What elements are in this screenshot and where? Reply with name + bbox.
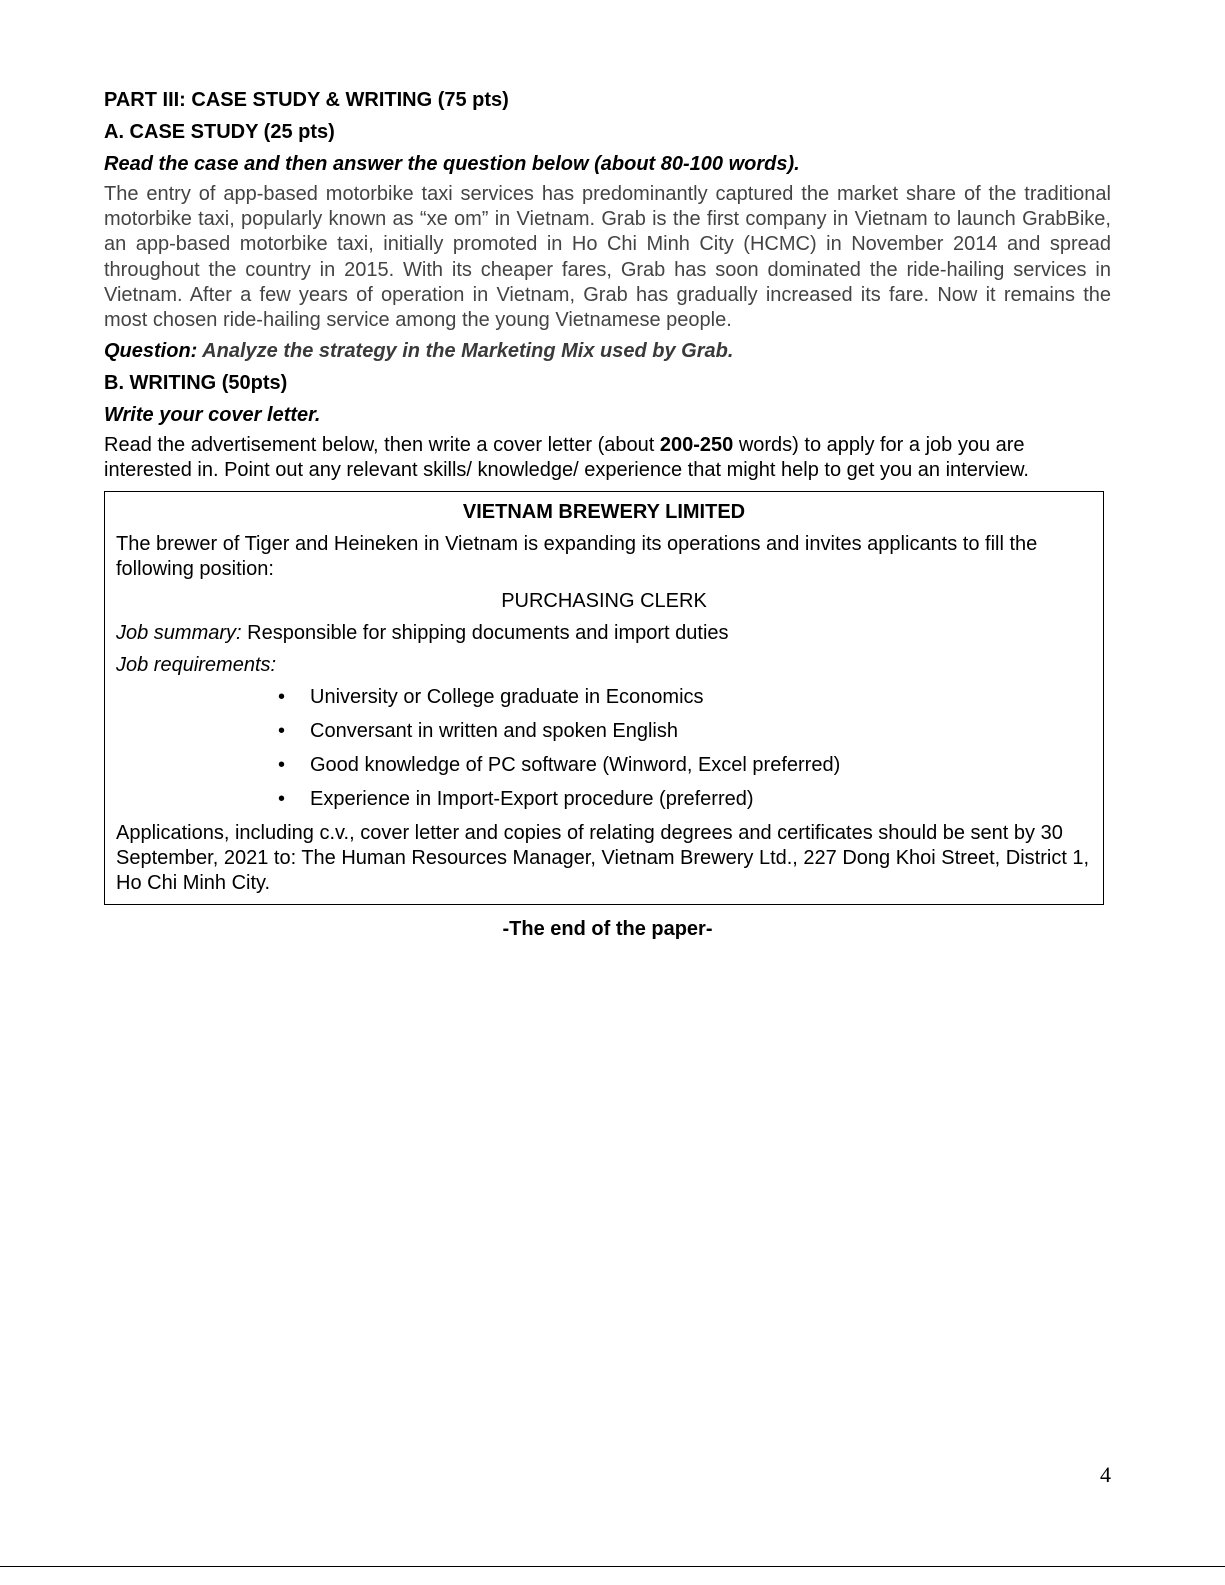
job-advertisement [104,491,1104,905]
list-item [116,685,1092,709]
list-item [116,753,1092,777]
end-of-paper: -The end of the paper- [502,918,713,941]
part-heading: PART III: CASE STUDY & WRITING (75 pts) [104,89,509,111]
requirement-text: Experience in Import-Export procedure (preferred) [310,788,754,811]
requirement-text: University or College graduate in Economics [310,686,704,709]
ad-intro: The brewer of Tiger and Heineken in Vietnam is expanding its operations and invites applicants to fill the following position: [116,533,1038,581]
exam-page [104,88,1111,961]
job-summary-label: Job summary: [116,622,242,645]
ad-job-summary [116,621,1092,646]
ad-requirements-label [116,653,1092,678]
word-count: 200-250 [659,434,734,457]
bullet-icon: • [278,788,286,811]
section-b-instruction: Write your cover letter. [104,404,321,427]
ad-company-name: VIETNAM BREWERY LIMITED [462,501,746,524]
question-label: Question: [104,340,198,363]
intro-after: words) to apply for a job you are interested in. Point out any relevant skills/ knowledge/ experience that might help to get you an interview. [104,434,1029,482]
question-text: Analyze the strategy in the Marketing Mix used by Grab. [202,340,734,363]
bullet-icon: • [278,686,286,709]
bullet-icon: • [278,720,286,743]
section-a-heading: A. CASE STUDY (25 pts) [104,121,335,143]
bullet-icon: • [278,754,286,777]
list-item [116,719,1092,743]
job-requirements-label: Job requirements: [116,654,277,677]
case-question [104,339,1111,363]
writing-intro [104,433,1111,483]
list-item [116,787,1092,811]
page-number: 4 [1100,1462,1111,1487]
bottom-divider [0,1566,1225,1567]
requirement-text: Conversant in written and spoken English [310,720,678,743]
job-summary-text: Responsible for shipping documents and import duties [241,622,729,645]
section-b-heading: B. WRITING (50pts) [104,372,288,395]
requirements-list [116,685,1092,811]
ad-position-title: PURCHASING CLERK [501,590,707,613]
intro-before: Read the advertisement below, then write a cover letter (about [104,434,660,457]
requirement-text: Good knowledge of PC software (Winword, Excel preferred) [310,754,841,777]
ad-application-info: Applications, including c.v., cover letter and copies of relating degrees and certificates should be sent by 30 September, 2021 to: The Human Resources Manager, Vietnam Brewery Ltd., 227 Dong Khoi Street, District 1, Ho Chi Minh City. [116,822,1090,895]
case-text: The entry of app-based motorbike taxi services has predominantly captured the market share of the traditional motorbike taxi, popularly known as “xe om” in Vietnam. Grab is the first company in Vietnam to launch GrabBike, an app-based motorbike taxi, initially promoted in Ho Chi Minh City (HCMC) in November 2014 and spread throughout the country in 2015. With its cheaper fares, Grab has soon dominated the ride-hailing services in Vietnam. After a few years of operation in Vietnam, Grab has gradually increased its fare. Now it remains the most chosen ride-hailing service among the young Vietnamese people. [104,183,1111,332]
section-a-instruction: Read the case and then answer the question below (about 80-100 words). [104,153,800,175]
